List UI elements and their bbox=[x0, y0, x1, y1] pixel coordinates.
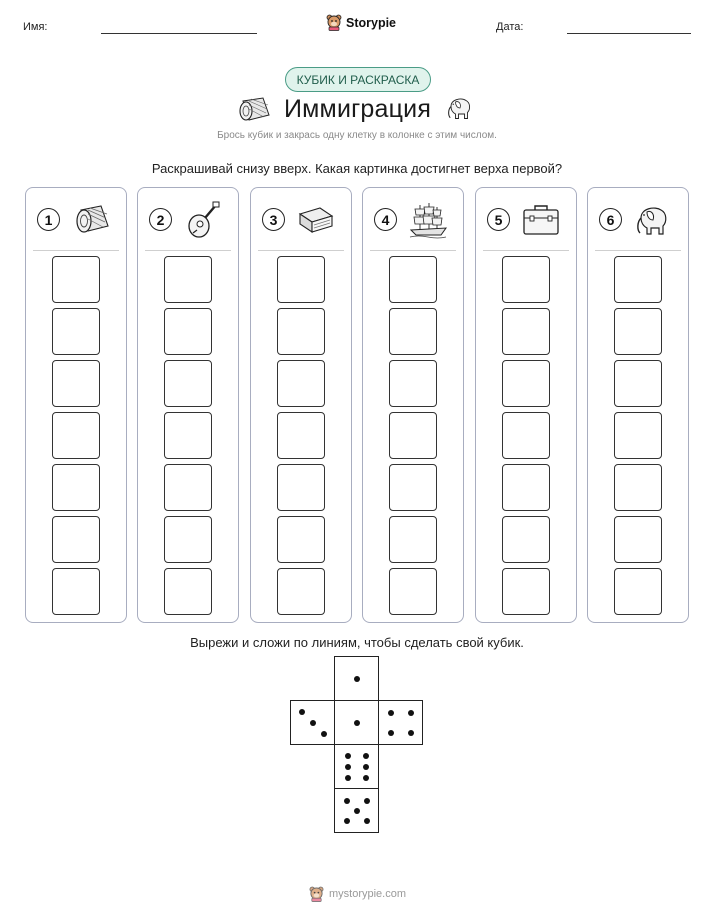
pip bbox=[299, 709, 305, 715]
date-label: Дата: bbox=[496, 21, 524, 33]
color-cell[interactable] bbox=[277, 360, 325, 407]
color-cell[interactable] bbox=[164, 412, 212, 459]
color-cell[interactable] bbox=[52, 308, 100, 355]
pip bbox=[321, 731, 327, 737]
color-cell[interactable] bbox=[389, 360, 437, 407]
pip bbox=[388, 730, 394, 736]
name-label: Имя: bbox=[23, 21, 48, 33]
color-cell[interactable] bbox=[614, 256, 662, 303]
cell-stack bbox=[614, 256, 662, 620]
column-number: 5 bbox=[487, 208, 510, 231]
pip bbox=[388, 710, 394, 716]
color-cell[interactable] bbox=[277, 308, 325, 355]
column-6 bbox=[587, 187, 689, 623]
footer bbox=[309, 886, 406, 902]
column-1 bbox=[25, 187, 127, 623]
bear-mascot-icon bbox=[309, 886, 324, 902]
pip bbox=[345, 753, 351, 759]
pip bbox=[364, 798, 370, 804]
column-5 bbox=[475, 187, 577, 623]
pip bbox=[354, 808, 360, 814]
footer-site[interactable]: mystorypie.com bbox=[329, 888, 407, 900]
pip bbox=[364, 818, 370, 824]
color-cell[interactable] bbox=[164, 568, 212, 615]
pip bbox=[408, 730, 414, 736]
color-cell[interactable] bbox=[502, 308, 550, 355]
column-header bbox=[476, 188, 576, 250]
color-cell[interactable] bbox=[614, 568, 662, 615]
color-cell[interactable] bbox=[502, 360, 550, 407]
column-number: 2 bbox=[149, 208, 172, 231]
color-cell[interactable] bbox=[52, 412, 100, 459]
activity-badge: КУБИК И РАСКРАСКА bbox=[285, 67, 431, 92]
color-cell[interactable] bbox=[389, 308, 437, 355]
brand-name: Storypie bbox=[346, 15, 397, 30]
subtitle: Брось кубик и закрась одну клетку в колонке с этим числом. bbox=[217, 130, 497, 141]
color-cell[interactable] bbox=[52, 464, 100, 511]
cell-stack bbox=[389, 256, 437, 620]
color-cell[interactable] bbox=[614, 464, 662, 511]
color-cell[interactable] bbox=[389, 412, 437, 459]
column-divider bbox=[595, 250, 681, 251]
cell-stack bbox=[277, 256, 325, 620]
book-icon bbox=[296, 200, 336, 240]
color-cell[interactable] bbox=[614, 308, 662, 355]
pip bbox=[354, 676, 360, 682]
column-divider bbox=[145, 250, 231, 251]
column-header bbox=[138, 188, 238, 250]
pip bbox=[345, 775, 351, 781]
die-face-5 bbox=[334, 788, 379, 833]
column-4 bbox=[362, 187, 464, 623]
name-line[interactable] bbox=[101, 33, 257, 34]
pip bbox=[344, 818, 350, 824]
color-cell[interactable] bbox=[502, 412, 550, 459]
column-divider bbox=[370, 250, 456, 251]
storypie-logo bbox=[326, 14, 396, 31]
pip bbox=[363, 764, 369, 770]
color-cell[interactable] bbox=[164, 256, 212, 303]
color-cell[interactable] bbox=[52, 256, 100, 303]
suitcase-icon bbox=[521, 200, 561, 240]
color-cell[interactable] bbox=[389, 516, 437, 563]
color-cell[interactable] bbox=[277, 464, 325, 511]
die-face-6 bbox=[334, 744, 379, 789]
color-cell[interactable] bbox=[502, 516, 550, 563]
color-cell[interactable] bbox=[164, 516, 212, 563]
color-cell[interactable] bbox=[164, 464, 212, 511]
color-cell[interactable] bbox=[277, 412, 325, 459]
color-cell[interactable] bbox=[614, 360, 662, 407]
color-cell[interactable] bbox=[502, 464, 550, 511]
date-line[interactable] bbox=[567, 33, 691, 34]
cell-stack bbox=[502, 256, 550, 620]
column-header bbox=[251, 188, 351, 250]
color-cell[interactable] bbox=[277, 256, 325, 303]
column-2 bbox=[137, 187, 239, 623]
column-divider bbox=[483, 250, 569, 251]
color-cell[interactable] bbox=[164, 308, 212, 355]
pip bbox=[345, 764, 351, 770]
color-cell[interactable] bbox=[52, 516, 100, 563]
mandolin-icon bbox=[183, 200, 223, 240]
column-number: 6 bbox=[599, 208, 622, 231]
die-face-3 bbox=[290, 700, 335, 745]
column-divider bbox=[258, 250, 344, 251]
die-face-4 bbox=[378, 700, 423, 745]
coloring-instruction: Раскрашивай снизу вверх. Какая картинка достигнет верха первой? bbox=[151, 161, 563, 176]
pip bbox=[363, 775, 369, 781]
column-header bbox=[363, 188, 463, 250]
elephant-icon bbox=[633, 200, 673, 240]
die-face-1 bbox=[334, 656, 379, 701]
column-header bbox=[588, 188, 688, 250]
dice-instruction: Вырежи и сложи по линиям, чтобы сделать свой кубик. bbox=[190, 635, 524, 650]
pip bbox=[354, 720, 360, 726]
color-cell[interactable] bbox=[502, 256, 550, 303]
color-cell[interactable] bbox=[502, 568, 550, 615]
bear-mascot-icon bbox=[326, 14, 342, 31]
color-cell[interactable] bbox=[52, 568, 100, 615]
color-cell[interactable] bbox=[614, 516, 662, 563]
color-cell[interactable] bbox=[614, 412, 662, 459]
cell-stack bbox=[52, 256, 100, 620]
hay-bale-icon bbox=[71, 200, 111, 240]
column-3 bbox=[250, 187, 352, 623]
column-number: 4 bbox=[374, 208, 397, 231]
color-cell[interactable] bbox=[52, 360, 100, 407]
column-number: 3 bbox=[262, 208, 285, 231]
page-title: Иммиграция bbox=[284, 95, 432, 123]
color-cell[interactable] bbox=[389, 464, 437, 511]
pip bbox=[408, 710, 414, 716]
sailing-ship-icon bbox=[408, 200, 448, 240]
pip bbox=[344, 798, 350, 804]
color-cell[interactable] bbox=[389, 568, 437, 615]
column-divider bbox=[33, 250, 119, 251]
column-number: 1 bbox=[37, 208, 60, 231]
column-header bbox=[26, 188, 126, 250]
pip bbox=[310, 720, 316, 726]
hay-bale-icon bbox=[237, 95, 271, 123]
cell-stack bbox=[164, 256, 212, 620]
color-cell[interactable] bbox=[389, 256, 437, 303]
color-cell[interactable] bbox=[277, 516, 325, 563]
color-cell[interactable] bbox=[164, 360, 212, 407]
die-face-1 bbox=[334, 700, 379, 745]
color-cell[interactable] bbox=[277, 568, 325, 615]
pip bbox=[363, 753, 369, 759]
elephant-icon bbox=[444, 93, 476, 123]
